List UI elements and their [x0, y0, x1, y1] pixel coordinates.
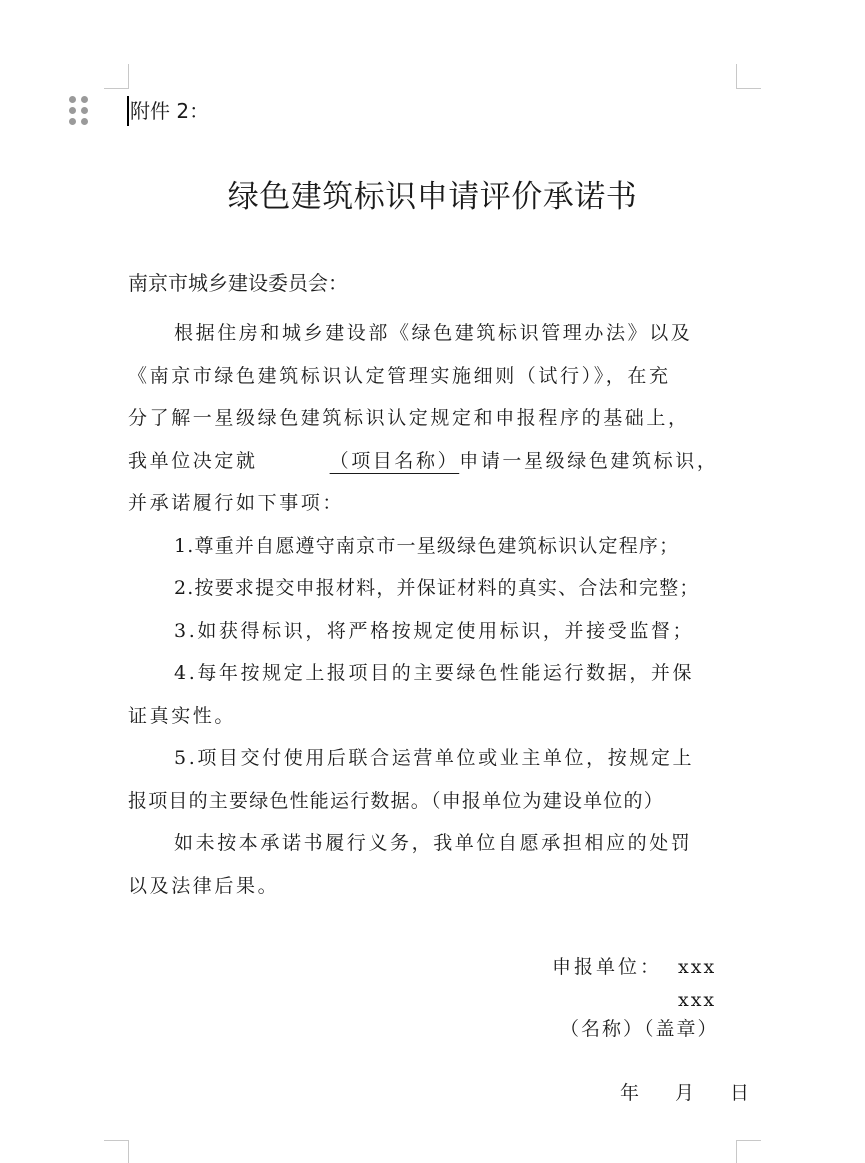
commitment-item-4-cont: 证真实性。 [128, 704, 237, 727]
signature-unit-value: xxx [678, 956, 717, 978]
closing-line: 如未按本承诺书履行义务，我单位自愿承担相应的处罚 [174, 832, 693, 854]
commitment-item-5: 5.项目交付使用后联合运营单位或业主单位，按规定上 [174, 747, 695, 769]
paragraph-line: 并承诺履行如下事项： [128, 492, 345, 514]
commitment-item-3: 3.如获得标识，将严格按规定使用标识，并接受监督； [174, 619, 695, 642]
commitment-item-2: 2.按要求提交申报材料，并保证材料的真实、合法和完整； [174, 577, 700, 599]
paragraph-line: 根据住房和城乡建设部《绿色建筑标识管理办法》以及 [174, 322, 693, 344]
paragraph-line [128, 440, 738, 483]
drag-handle-icon[interactable] [69, 96, 89, 126]
closing-line-cont: 以及法律后果。 [128, 874, 280, 897]
signature-unit-label: 申报单位： [552, 956, 663, 978]
paragraph-line: 《南京市绿色建筑标识认定管理实施细则（试行）》，在充 [128, 364, 671, 387]
page-corner-mark-bottom-right [736, 1140, 761, 1163]
page-corner-mark-top-left [104, 64, 129, 89]
signature-unit[interactable] [552, 952, 716, 982]
paragraph-line: 分了解一星级绿色建筑标识认定规定和申报程序的基础上， [128, 407, 690, 429]
document-body[interactable] [128, 312, 738, 907]
addressee[interactable]: 南京市城乡建设委员会： [128, 271, 348, 295]
date-month: 月 [675, 1082, 695, 1104]
signature-seal-note[interactable]: （名称）（盖章） [560, 1018, 719, 1040]
paragraph-text: 我单位决定就 [128, 449, 258, 472]
date-year: 年 [620, 1082, 640, 1104]
page-corner-mark-bottom-left [104, 1140, 129, 1163]
commitment-item-5-cont: 报项目的主要绿色性能运行数据。（申报单位为建设单位的） [128, 789, 664, 812]
signature-unit-value-2[interactable]: xxx [678, 989, 717, 1011]
document-title[interactable]: 绿色建筑标识申请评价承诺书 [227, 179, 638, 215]
text-cursor [127, 96, 129, 126]
project-name-blank[interactable] [258, 450, 460, 472]
attachment-label[interactable]: 附件 2： [130, 99, 210, 123]
signature-date[interactable] [620, 1078, 749, 1108]
paragraph-text: 申请一星级绿色建筑标识， [459, 449, 719, 472]
page-corner-mark-top-right [736, 64, 761, 89]
date-day: 日 [730, 1082, 750, 1104]
project-name-placeholder: （项目名称） [329, 449, 460, 472]
commitment-item-1: 1.尊重并自愿遵守南京市一星级绿色建筑标识认定程序； [174, 534, 680, 557]
commitment-item-4: 4.每年按规定上报项目的主要绿色性能运行数据，并保 [174, 662, 695, 684]
